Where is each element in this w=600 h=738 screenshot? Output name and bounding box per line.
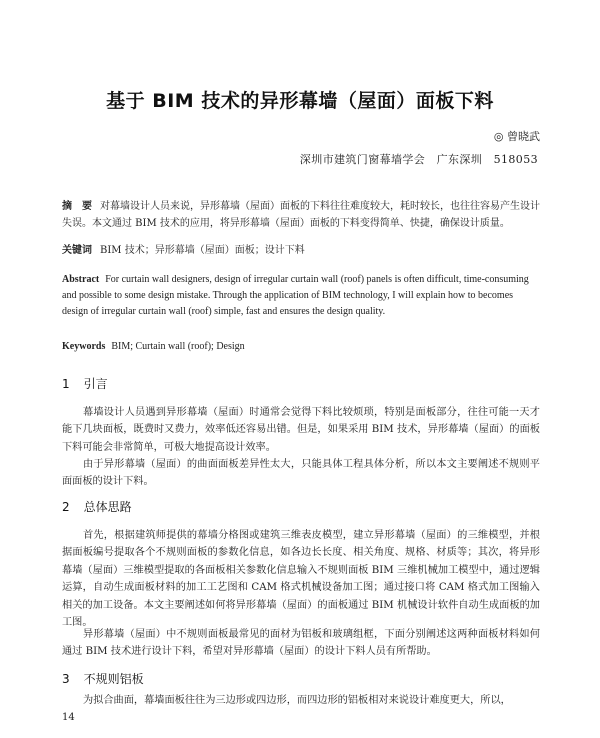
affiliation: 深圳市建筑门窗幕墙学会 广东深圳 518053 — [299, 153, 538, 166]
section-title: 不规则铝板 — [83, 672, 144, 686]
keywords-en-text: BIM; Curtain wall (roof); Design — [111, 341, 245, 352]
section-number: 1 — [62, 377, 70, 391]
paragraph: 由于异形幕墙（屋面）的曲面面板差异性太大，只能具体工程具体分析，所以本文主要阐述不规则平面面板的设计下料。 — [62, 459, 540, 488]
keywords-en-label: Keywords — [62, 341, 106, 352]
paragraph: 首先，根据建筑师提供的幕墙分格图或建筑三维表皮模型，建立异形幕墙（屋面）的三维模型，并根据面板编号提取各个不规则面板的参数化信息，如各边长长度、相关角度、规格、材质等；其次，将异形幕墙（屋面）三维模型提取的各面板相关参数化信息输入不规则面板 BIM 三维机械加工模型中，通过逻辑运算，自动生成面板材料的加工工艺图和 CAM 格式机械设备加工图；通过接口将 CAM 格式加工图输入相关的加工设备。本文主要阐述如何将异形幕墙（屋面）的面板通过 BIM 机械设计软件自动生成面板的加工图。 — [62, 530, 540, 629]
paragraph: 异形幕墙（屋面）中不规则面板最常见的面材为铝板和玻璃组框，下面分别阐述这两种面板材料如何通过 BIM 技术进行设计下料，希望对异形幕墙（屋面）的设计下料人员有所帮助。 — [62, 629, 540, 658]
section-heading — [62, 498, 132, 515]
abstract-cn-text: 对幕墙设计人员来说，异形幕墙（屋面）面板的下料往往难度较大，耗时较长，也往往容易产生设计失误。本文通过 BIM 技术的应用，将异形幕墙（屋面）面板的下料变得简单、快捷，确保设计质量。 — [62, 201, 540, 229]
paragraph: 幕墙设计人员遇到异形幕墙（屋面）时通常会觉得下料比较烦琐，特别是面板部分，往往可能一天才能下几块面板，既费时又费力，效率低还容易出错。但是，如果采用 BIM 技术，异形幕墙（屋面）的面板下料可能会非常简单，可极大地提高设计效率。 — [62, 407, 540, 453]
page-number: 14 — [62, 712, 75, 723]
author: ◎ 曾晓武 — [493, 130, 540, 143]
section-heading — [62, 670, 144, 687]
paper-title: 基于 BIM 技术的异形幕墙（屋面）面板下料 — [106, 90, 494, 112]
keywords-cn-text: BIM 技术；异形幕墙（屋面）面板；设计下料 — [100, 245, 305, 256]
section-title: 总体思路 — [83, 500, 132, 514]
section-number: 2 — [62, 500, 70, 514]
abstract-cn-label: 摘 要 — [62, 201, 92, 212]
keywords-cn-label: 关键词 — [62, 245, 92, 256]
abstract-en-label: Abstract — [62, 274, 100, 285]
section-number: 3 — [62, 672, 70, 686]
keywords-en — [62, 338, 540, 355]
paragraph: 为拟合曲面，幕墙面板往往为三边形或四边形，而四边形的铝板相对来说设计难度更大，所以， — [83, 695, 511, 706]
keywords-cn — [62, 242, 540, 259]
section-title: 引言 — [83, 377, 108, 391]
section-heading — [62, 375, 108, 392]
abstract-en — [62, 272, 540, 320]
abstract-en-text: For curtain wall designers, design of irregular curtain wall (roof) panels is often difficult, time-consuming and possible to some design mistake. Through the application of BIM technology, I will explain how to becomes design of irregular curtain wall (roof) simple, fast and ensures the design quality. — [62, 274, 529, 317]
abstract-cn — [62, 198, 540, 232]
